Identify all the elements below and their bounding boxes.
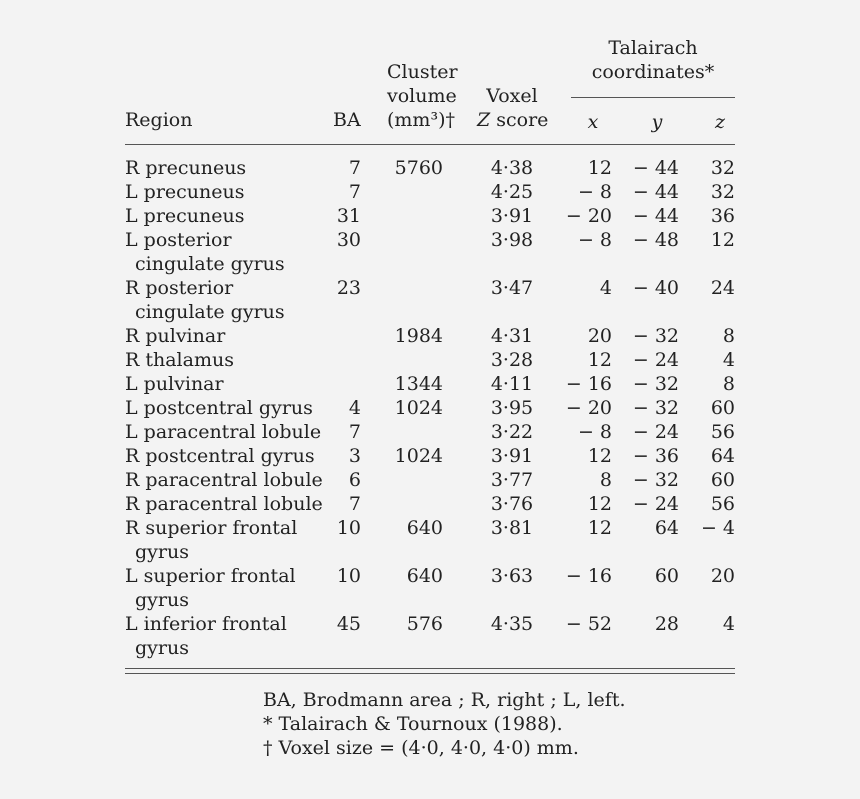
results-table — [125, 30, 735, 674]
header-z: z — [714, 111, 725, 133]
ba-cell: 6 — [348, 469, 361, 491]
region-name: L paracentral lobule — [125, 421, 322, 443]
table-row — [125, 228, 735, 276]
table-row — [125, 492, 735, 516]
region-cell — [125, 516, 325, 564]
region-name-continuation: gyrus — [135, 589, 189, 611]
cluster-volume-cell: 1984 — [394, 325, 443, 347]
ba-cell: 7 — [348, 181, 361, 203]
region-cell — [125, 612, 325, 660]
coordinates-underline — [571, 97, 735, 98]
y-coordinate-cell: − 24 — [632, 421, 679, 443]
x-coordinate-cell: 12 — [587, 445, 612, 467]
z-score-cell: 4·31 — [490, 325, 534, 347]
cluster-volume-cell: 640 — [406, 565, 443, 587]
header-voxel-score-word: score — [490, 109, 549, 131]
header-talairach — [571, 36, 735, 84]
header-voxel-z — [477, 84, 547, 132]
table-row — [125, 372, 735, 396]
region-cell — [125, 276, 325, 324]
bottom-rule — [125, 668, 735, 674]
z-score-cell: 3·98 — [490, 229, 534, 251]
cluster-volume-cell: 576 — [406, 613, 443, 635]
region-name: R superior frontal — [125, 517, 298, 539]
ba-cell: 31 — [336, 205, 361, 227]
y-coordinate-cell: − 40 — [632, 277, 679, 299]
z-score-cell: 3·77 — [490, 469, 534, 491]
table-row — [125, 564, 735, 612]
region-name-continuation: cingulate gyrus — [135, 253, 285, 275]
x-coordinate-cell: 8 — [599, 469, 612, 491]
table-row — [125, 156, 735, 180]
cluster-volume-cell: 1024 — [394, 445, 443, 467]
z-coordinate-cell: 56 — [710, 493, 735, 515]
x-coordinate-cell: − 20 — [565, 397, 612, 419]
z-score-cell: 3·76 — [490, 493, 534, 515]
header-x: x — [587, 111, 599, 133]
region-name: R pulvinar — [125, 325, 226, 347]
y-coordinate-cell: 64 — [654, 517, 679, 539]
region-cell — [125, 324, 325, 348]
region-name: R postcentral gyrus — [125, 445, 315, 467]
x-coordinate-cell: 20 — [587, 325, 612, 347]
region-name: R paracentral lobule — [125, 493, 323, 515]
header-cluster-line3: (mm³)† — [387, 109, 455, 131]
region-cell — [125, 396, 325, 420]
z-coordinate-cell: 12 — [710, 229, 735, 251]
region-name-continuation: gyrus — [135, 541, 189, 563]
region-name: R thalamus — [125, 349, 234, 371]
z-score-cell: 4·38 — [490, 157, 534, 179]
ba-cell: 7 — [348, 157, 361, 179]
bottom-rule-line2 — [125, 673, 735, 674]
region-name: L inferior frontal — [125, 613, 287, 635]
region-name-continuation: gyrus — [135, 637, 189, 659]
z-coordinate-cell: 4 — [722, 349, 735, 371]
ba-cell: 10 — [336, 565, 361, 587]
x-coordinate-cell: 4 — [599, 277, 612, 299]
table-row — [125, 396, 735, 420]
y-coordinate-cell: − 44 — [632, 205, 679, 227]
cluster-volume-cell: 5760 — [394, 157, 443, 179]
z-score-cell: 4·35 — [490, 613, 534, 635]
y-coordinate-cell: − 44 — [632, 157, 679, 179]
ba-cell: 10 — [336, 517, 361, 539]
footnote-abbreviations: BA, Brodmann area ; R, right ; L, left. — [263, 689, 626, 711]
header-cluster-volume — [387, 60, 458, 132]
z-score-cell: 3·63 — [490, 565, 534, 587]
table-row — [125, 420, 735, 444]
cluster-volume-cell: 1344 — [394, 373, 443, 395]
z-coordinate-cell: 24 — [710, 277, 735, 299]
region-name: R paracentral lobule — [125, 469, 323, 491]
header-region: Region — [125, 109, 193, 131]
z-coordinate-cell: 4 — [722, 613, 735, 635]
y-coordinate-cell: − 44 — [632, 181, 679, 203]
z-score-cell: 3·91 — [490, 205, 534, 227]
region-name: L posterior — [125, 229, 232, 251]
y-coordinate-cell: − 24 — [632, 349, 679, 371]
header-ba: BA — [333, 109, 361, 131]
table-header — [125, 30, 735, 140]
header-cluster-line2: volume — [387, 85, 457, 107]
z-score-cell: 3·28 — [490, 349, 534, 371]
table-row — [125, 516, 735, 564]
region-cell — [125, 468, 325, 492]
z-coordinate-cell: 8 — [722, 373, 735, 395]
table-row — [125, 444, 735, 468]
region-name: R precuneus — [125, 157, 247, 179]
z-coordinate-cell: 64 — [710, 445, 735, 467]
z-score-cell: 3·47 — [490, 277, 534, 299]
region-name: L superior frontal — [125, 565, 296, 587]
y-coordinate-cell: − 48 — [632, 229, 679, 251]
header-voxel-z-letter: Z — [477, 109, 491, 131]
z-score-cell: 3·95 — [490, 397, 534, 419]
cluster-volume-cell: 1024 — [394, 397, 443, 419]
z-coordinate-cell: 36 — [710, 205, 735, 227]
x-coordinate-cell: − 16 — [565, 373, 612, 395]
x-coordinate-cell: 12 — [587, 349, 612, 371]
header-voxel-line1: Voxel — [486, 85, 538, 107]
region-cell — [125, 156, 325, 180]
region-name: L precuneus — [125, 181, 245, 203]
header-voxel-line2 — [477, 108, 547, 132]
ba-cell: 3 — [348, 445, 361, 467]
table-row — [125, 324, 735, 348]
y-coordinate-cell: − 24 — [632, 493, 679, 515]
x-coordinate-cell: 12 — [587, 517, 612, 539]
x-coordinate-cell: 12 — [587, 493, 612, 515]
region-cell — [125, 444, 325, 468]
z-score-cell: 3·91 — [490, 445, 534, 467]
z-score-cell: 4·25 — [490, 181, 534, 203]
header-talairach-line2: coordinates* — [591, 61, 715, 83]
ba-cell: 45 — [336, 613, 361, 635]
ba-cell: 7 — [348, 421, 361, 443]
y-coordinate-cell: − 32 — [632, 469, 679, 491]
region-name-continuation: cingulate gyrus — [135, 301, 285, 323]
x-coordinate-cell: − 8 — [577, 229, 612, 251]
region-name: L precuneus — [125, 205, 245, 227]
z-score-cell: 3·22 — [490, 421, 534, 443]
ba-cell: 4 — [348, 397, 361, 419]
x-coordinate-cell: − 8 — [577, 421, 612, 443]
region-cell — [125, 348, 325, 372]
ba-cell: 7 — [348, 493, 361, 515]
bottom-rule-line1 — [125, 668, 735, 669]
header-y: y — [651, 111, 663, 133]
region-name: L pulvinar — [125, 373, 224, 395]
z-coordinate-cell: − 4 — [700, 517, 735, 539]
table-row — [125, 612, 735, 660]
table-row — [125, 276, 735, 324]
region-cell — [125, 228, 325, 276]
region-cell — [125, 204, 325, 228]
table-row — [125, 468, 735, 492]
y-coordinate-cell: 28 — [654, 613, 679, 635]
z-coordinate-cell: 20 — [710, 565, 735, 587]
region-cell — [125, 492, 325, 516]
region-name: R posterior — [125, 277, 234, 299]
region-name: L postcentral gyrus — [125, 397, 313, 419]
y-coordinate-cell: − 32 — [632, 325, 679, 347]
z-coordinate-cell: 32 — [710, 181, 735, 203]
header-talairach-line1: Talairach — [608, 37, 698, 59]
ba-cell: 30 — [336, 229, 361, 251]
table-footnotes — [263, 688, 626, 760]
table-body — [125, 145, 735, 660]
x-coordinate-cell: − 8 — [577, 181, 612, 203]
y-coordinate-cell: − 32 — [632, 397, 679, 419]
table-row — [125, 348, 735, 372]
y-coordinate-cell: − 36 — [632, 445, 679, 467]
footnote-voxel-size: † Voxel size = (4·0, 4·0, 4·0) mm. — [263, 737, 579, 759]
z-score-cell: 4·11 — [490, 373, 534, 395]
x-coordinate-cell: − 52 — [565, 613, 612, 635]
z-coordinate-cell: 8 — [722, 325, 735, 347]
x-coordinate-cell: − 20 — [565, 205, 612, 227]
region-cell — [125, 372, 325, 396]
z-coordinate-cell: 60 — [710, 397, 735, 419]
z-coordinate-cell: 60 — [710, 469, 735, 491]
ba-cell: 23 — [336, 277, 361, 299]
y-coordinate-cell: 60 — [654, 565, 679, 587]
table-row — [125, 180, 735, 204]
table-row — [125, 204, 735, 228]
z-score-cell: 3·81 — [490, 517, 534, 539]
header-cluster-line1: Cluster — [387, 61, 458, 83]
y-coordinate-cell: − 32 — [632, 373, 679, 395]
footnote-talairach: * Talairach & Tournoux (1988). — [263, 713, 563, 735]
region-cell — [125, 420, 325, 444]
z-coordinate-cell: 32 — [710, 157, 735, 179]
x-coordinate-cell: 12 — [587, 157, 612, 179]
region-cell — [125, 180, 325, 204]
x-coordinate-cell: − 16 — [565, 565, 612, 587]
cluster-volume-cell: 640 — [406, 517, 443, 539]
z-coordinate-cell: 56 — [710, 421, 735, 443]
region-cell — [125, 564, 325, 612]
